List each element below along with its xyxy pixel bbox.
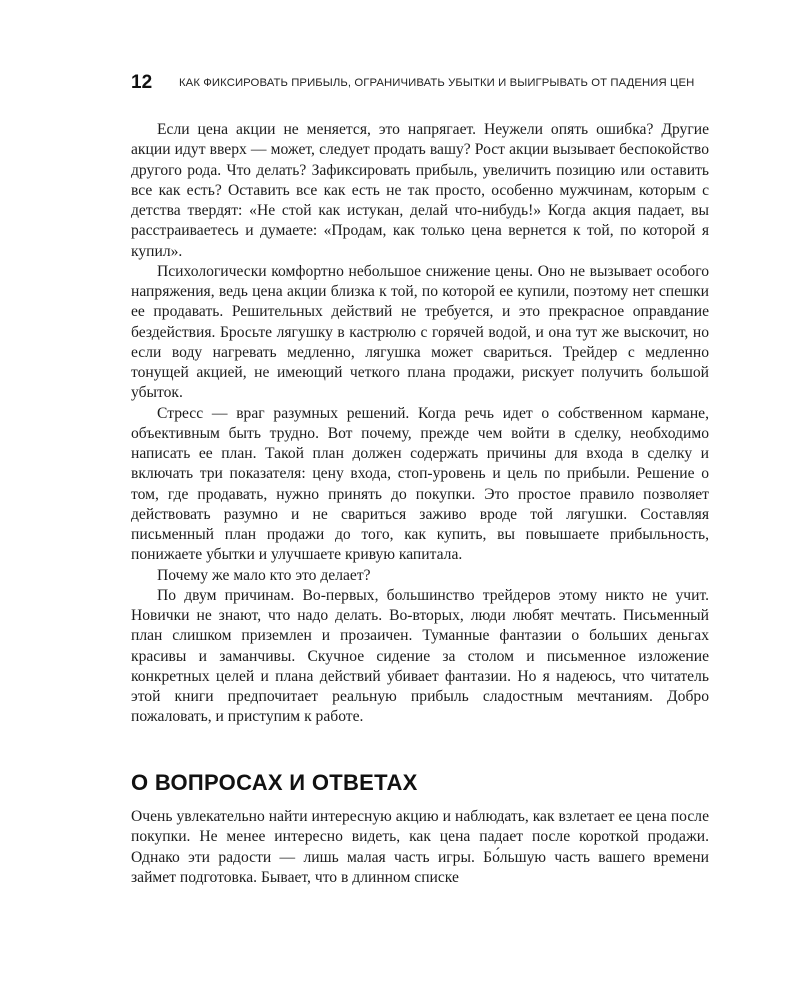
paragraph: Психологически комфортно небольшое снижение цены. Оно не вызывает особого напряжения, ведь цена акции близка к той, по которой ее купили, поэтому нет спешки ее продавать. Решительных действий не требуется, и это прекрасное оправдание бездействия. Бросьте лягушку в кастрюлю с горячей водой, и она тут же выскочит, но если воду нагревать медленно, лягушка может свариться. Трейдер с медленно тонущей акцией, не имеющий четкого плана продажи, рискует получить большой убыток. xyxy=(131,262,709,402)
paragraph: Если цена акции не меняется, это напрягает. Неужели опять ошибка? Другие акции идут вверх — может, следует продать вашу? Рост акции вызывает беспокойство другого рода. Что делать? Зафиксировать прибыль, увеличить позицию или оставить все как есть? Оставить все как есть не так просто, особенно мужчинам, которым с детства твердят: «Не стой как истукан, делай что-нибудь!» Когда акция падает, вы расстраиваетесь и думаете: «Продам, как только цена вернется к той, по которой я купил». xyxy=(131,121,709,260)
paragraph: По двум причинам. Во-первых, большинство трейдеров этому никто не учит. Новички не знают, что надо делать. Во-вторых, люди любят мечтать. Письменный план слишком приземлен и прозаичен. Туманные фантазии о больших деньгах красивы и заманчивы. Скучное сидение за столом и письменное изложение конкретных целей и плана действий убивает фантазии. Но я надеюсь, что читатель этой книги предпочитает реальную прибыль сладостным мечтаниям. Добро пожаловать, и приступим к работе. xyxy=(131,586,709,726)
body-text xyxy=(131,120,709,728)
paragraph: Почему же мало кто это делает? xyxy=(157,566,371,584)
running-title: КАК ФИКСИРОВАТЬ ПРИБЫЛЬ, ОГРАНИЧИВАТЬ УБЫТКИ И ВЫИГРЫВАТЬ ОТ ПАДЕНИЯ ЦЕН xyxy=(179,77,695,89)
section-heading: О ВОПРОСАХ И ОТВЕТАХ xyxy=(131,770,418,795)
page-number: 12 xyxy=(131,72,153,93)
section-questions-answers xyxy=(131,770,709,888)
paragraph: Стресс — враг разумных решений. Когда речь идет о собственном кармане, объективным быть трудно. Вот почему, прежде чем войти в сделку, необходимо написать ее план. Такой план должен содержать причины для входа в сделку и включать три показателя: цену входа, стоп-уровень и цель по прибыли. Решение о том, где продавать, нужно принять до покупки. Это простое правило позволяет действовать разумно и не свариться заживо вроде той лягушки. Составляя письменный план продажи до того, как купить, вы повышаете прибыльность, понижаете убытки и улучшаете кривую капитала. xyxy=(131,404,709,564)
section-paragraph: Очень увлекательно найти интересную акцию и наблюдать, как взлетает ее цена после покупки. Не менее интересно видеть, как цена падает после короткой продажи. Однако эти радости — лишь малая часть игры. Бо́льшую часть вашего времени займет подготовка. Бывает, что в длинном списке xyxy=(131,808,709,886)
page-header xyxy=(131,71,709,95)
